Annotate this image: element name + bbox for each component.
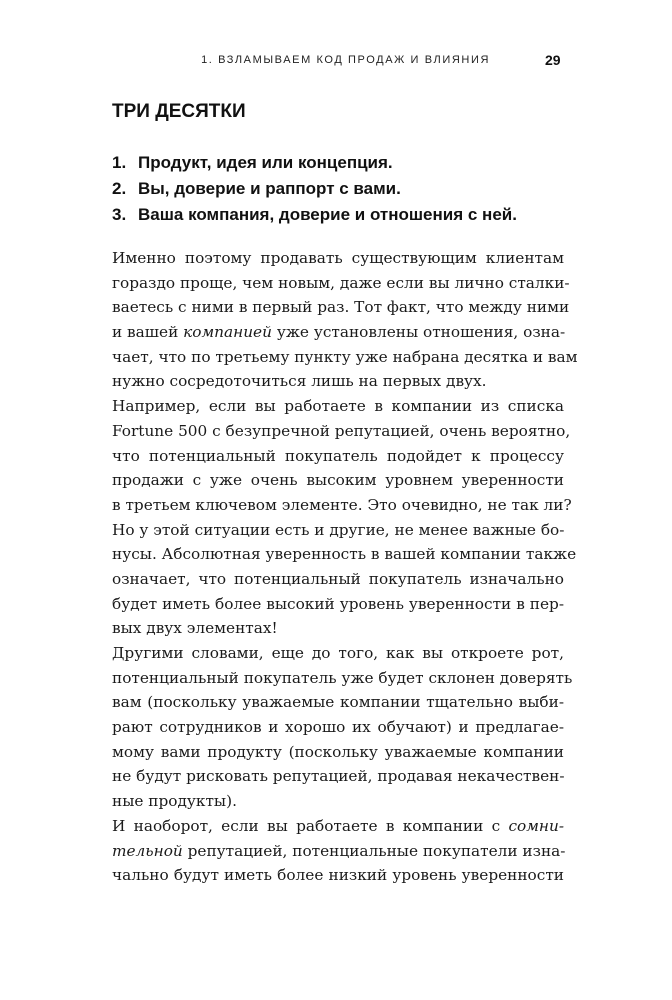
text-line: означает, что потенциальный покупатель изначально xyxy=(112,569,564,588)
text-line: в третьем ключевом элементе. Это очевидно, не так ли? xyxy=(112,495,572,514)
italic-run: компанией xyxy=(183,323,272,342)
paragraph xyxy=(112,394,572,517)
text-line: не будут рисковать репутацией, продавая некачествен- xyxy=(112,767,565,786)
paragraph xyxy=(112,518,577,641)
italic-run: тельной xyxy=(112,841,183,860)
text-line: Fortune 500 с безупречной репутацией, очень вероятно, xyxy=(112,421,571,440)
list-item xyxy=(112,150,517,176)
list-item-text: Продукт, идея или концепция. xyxy=(138,153,393,172)
running-head: 1. ВЗЛАМЫВАЕМ КОД ПРОДАЖ И ВЛИЯНИЯ xyxy=(201,54,490,66)
text-line: будет иметь более высокий уровень уверенности в пер- xyxy=(112,594,564,613)
page-header xyxy=(0,50,672,74)
text-line: Другими словами, еще до того, как вы откроете рот, xyxy=(112,644,564,662)
text-line: чает, что по третьему пункту уже набрана десятка и вам xyxy=(112,347,578,366)
page-number: 29 xyxy=(545,52,561,68)
text-line: Но у этой ситуации есть и другие, не менее важные бо- xyxy=(112,520,565,539)
paragraph xyxy=(112,641,573,814)
list-item-number: 1. xyxy=(112,153,127,172)
paragraph xyxy=(112,814,564,888)
text-line: потенциальный покупатель уже будет склонен доверять xyxy=(112,668,573,687)
text-line: Например, если вы работаете в компании из списка xyxy=(112,397,564,416)
section-title: ТРИ ДЕСЯТКИ xyxy=(112,101,246,122)
text-run: уже установлены отношения, озна- xyxy=(271,323,566,342)
text-line: нужно сосредоточиться лишь на первых двух. xyxy=(112,372,487,391)
list-item xyxy=(112,202,517,228)
text-line: рают сотрудников и хорошо их обучают) и предлагае- xyxy=(112,718,564,737)
text-line: вых двух элементах! xyxy=(112,619,278,638)
list-item-text: Вы, доверие и раппорт с вами. xyxy=(138,179,401,198)
text-line: гораздо проще, чем новым, даже если вы лично сталки- xyxy=(112,273,570,292)
body-text xyxy=(112,246,578,888)
paragraph xyxy=(112,246,578,394)
list-item-number: 2. xyxy=(112,179,127,198)
text-line: ваетесь с ними в первый раз. Тот факт, что между ними xyxy=(112,298,570,317)
tens-list xyxy=(112,150,517,228)
text-line xyxy=(112,839,564,864)
text-line: чально будут иметь более низкий уровень уверенности xyxy=(112,866,564,885)
text-line xyxy=(112,320,564,345)
text-line: вам (поскольку уважаемые компании тщательно выби- xyxy=(112,693,564,712)
text-line: продажи с уже очень высоким уровнем уверенности xyxy=(112,471,564,490)
text-line: мому вами продукту (поскольку уважаемые компании xyxy=(112,742,564,761)
italic-run: сомни- xyxy=(508,816,564,835)
list-item xyxy=(112,176,517,202)
text-line: что потенциальный покупатель подойдет к процессу xyxy=(112,446,564,465)
text-line: ные продукты). xyxy=(112,792,237,811)
text-line: Именно поэтому продавать существующим клиентам xyxy=(112,249,564,267)
text-run: репутацией, потенциальные покупатели изна- xyxy=(182,841,566,860)
text-run: и вашей xyxy=(112,323,184,342)
list-item-text: Ваша компания, доверие и отношения с ней. xyxy=(138,205,517,224)
text-run: И наоборот, если вы работаете в компании с xyxy=(112,816,509,835)
list-item-number: 3. xyxy=(112,205,127,224)
text-line xyxy=(112,814,564,839)
text-line: нусы. Абсолютная уверенность в вашей компании также xyxy=(112,545,577,564)
